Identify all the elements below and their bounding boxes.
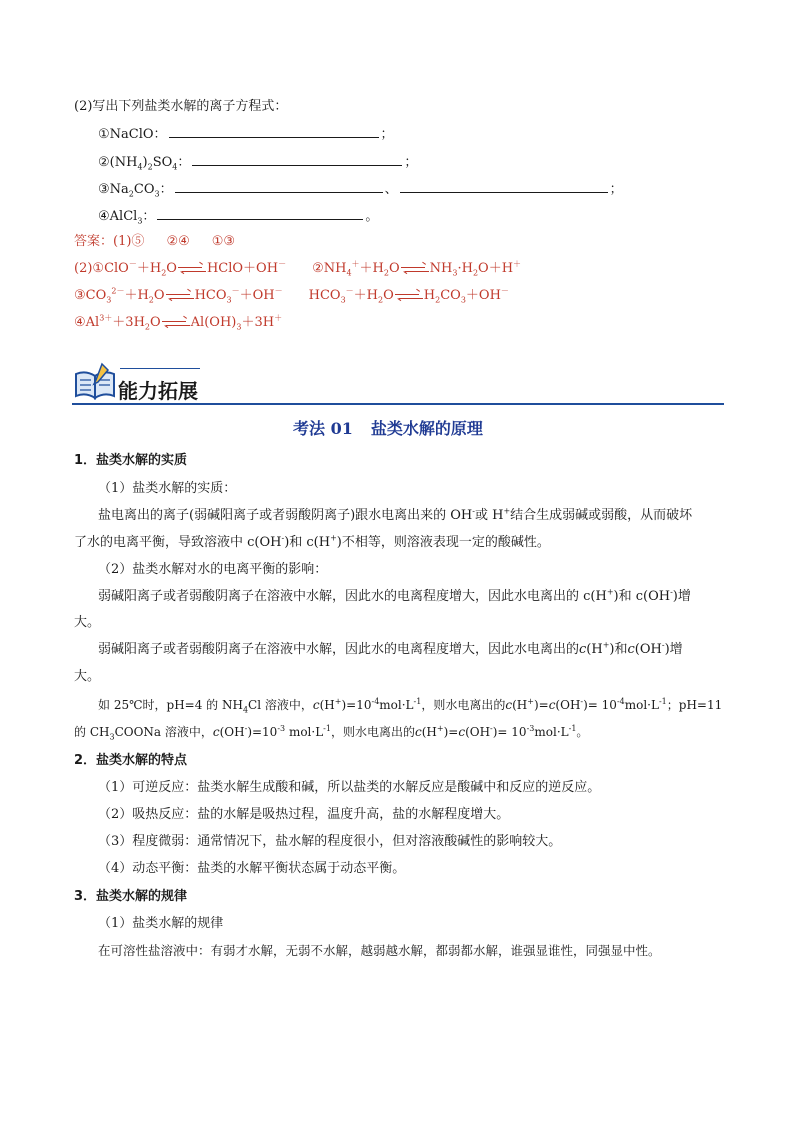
formula-part: ) [142, 155, 148, 170]
answer-part: O [388, 261, 400, 276]
subscript: 4 [346, 268, 352, 278]
para-3-1: （1）盐类水解的规律 [98, 916, 224, 931]
superscript: + [330, 533, 337, 543]
text: mol·L [285, 725, 324, 739]
question-item-3 [98, 180, 623, 199]
item-end: ； [380, 127, 394, 142]
answer-part: O [383, 288, 394, 303]
superscript: － [231, 286, 240, 296]
subscript: 2 [435, 295, 441, 305]
item-end: ； [609, 182, 623, 197]
text: )和 [609, 642, 628, 657]
para-2-4: （4）动态平衡：盐类的水解平衡状态属于动态平衡。 [98, 861, 406, 876]
text: 如 25℃时，pH=4 的 NH [98, 698, 243, 712]
subscript: 2 [378, 295, 384, 305]
para-1-6: 大。 [74, 615, 101, 630]
equilibrium-arrow-icon [166, 291, 194, 301]
answer-part: (2)①ClO [74, 261, 129, 276]
answer-part: HCO [308, 288, 341, 303]
equilibrium-arrow-icon [395, 291, 423, 301]
answer-part: Al(OH) [190, 315, 237, 330]
text: (H [319, 698, 335, 712]
section-title: 能力拓展 [118, 379, 198, 403]
formula-part: (NH [109, 155, 138, 170]
subscript: 2 [128, 189, 134, 199]
answer-part: HCO [194, 288, 227, 303]
answer-part: O＋H [478, 261, 514, 276]
answer-part: ＋OH [239, 288, 275, 303]
subscript: 3 [236, 322, 242, 332]
italic-c: c [212, 725, 220, 739]
superscript: ＋ [513, 259, 522, 269]
superscript: + [436, 724, 444, 733]
formula-part: ： [142, 209, 156, 224]
kaofa-label: 考法 01 [293, 419, 353, 438]
formula-part: CO [133, 182, 155, 197]
para-1-2 [98, 507, 692, 525]
subscript: 3 [460, 295, 466, 305]
answer-blank[interactable] [192, 153, 402, 166]
answer-part: ①③ [211, 234, 236, 249]
subscript: 2 [144, 322, 150, 332]
text: 弱碱阳离子或者弱酸阴离子在溶液中水解，因此水的电离程度增大，因此水电离出的 c(H [98, 589, 607, 604]
subscript: 3 [154, 189, 160, 199]
item-end: ； [404, 155, 418, 170]
para-1-7 [98, 641, 683, 659]
question-item-2 [98, 153, 417, 172]
text: )和 c(OH [613, 589, 671, 604]
heading-3: 3．盐类水解的规律 [74, 889, 188, 904]
superscript: － [500, 286, 509, 296]
text: mol·L [379, 698, 414, 712]
superscript: - [281, 533, 285, 543]
answer-line-1 [74, 233, 235, 251]
answer-part: ②NH [312, 261, 347, 276]
text: (H [586, 642, 603, 657]
text: (OH [634, 642, 662, 657]
text: 。 [576, 725, 589, 739]
formula-part: AlCl [109, 209, 138, 224]
item-formula: NaClO： [109, 127, 167, 142]
text: (OH [465, 725, 491, 739]
text: ；pH=11 [666, 698, 723, 712]
superscript: - [490, 724, 493, 733]
para-2-3: （3）程度微弱：通常情况下，盐水解的程度很小，但对溶液酸碱性的影响较大。 [98, 834, 562, 849]
superscript: ＋ [351, 259, 360, 269]
separator: 、 [384, 182, 398, 197]
answer-part: H [423, 288, 436, 303]
book-icon [72, 360, 120, 404]
italic-c: c [579, 642, 587, 657]
answer-part: (1)⑤ [113, 234, 145, 249]
text: (OH [219, 725, 245, 739]
subscript: 2 [148, 295, 154, 305]
answer-blank[interactable] [175, 180, 383, 193]
answer-line-2 [74, 260, 521, 278]
answer-part: CO [440, 288, 461, 303]
text: 弱碱阳离子或者弱酸阴离子在溶液中水解，因此水的电离程度增大，因此水电离出的 [98, 642, 580, 657]
text: 或 H [474, 508, 504, 523]
superscript: － [345, 286, 354, 296]
title-overline [120, 368, 200, 369]
text: )和 c(H [284, 535, 331, 550]
superscript: － [274, 286, 283, 296]
formula-part: Na [109, 182, 129, 197]
para-1-5 [98, 588, 691, 606]
text: 盐电离出的离子(弱碱阳离子或者弱酸阴离子)跟水电离出来的 OH [98, 508, 473, 523]
section-rule [72, 403, 724, 405]
text: (H [421, 725, 437, 739]
item-number: ④ [98, 209, 110, 224]
answer-blank[interactable] [169, 125, 379, 138]
answer-part: O [150, 315, 161, 330]
text: )= 10 [583, 698, 617, 712]
text: )增 [664, 642, 683, 657]
answer-part: O [166, 261, 177, 276]
para-1-4: （2）盐类水解对水的电离平衡的影响： [98, 562, 328, 577]
answer-part: ·H [457, 261, 473, 276]
answer-part: ＋H [136, 261, 162, 276]
superscript: -4 [371, 697, 380, 706]
subscript: 2 [161, 268, 167, 278]
subscript: 2 [472, 268, 479, 278]
heading-1: 1．盐类水解的实质 [74, 453, 188, 468]
item-number: ③ [98, 182, 110, 197]
subscript: 2 [383, 268, 389, 278]
kaofa-title: 盐类水解的原理 [370, 419, 483, 438]
answer-part: HClO＋OH [206, 261, 279, 276]
para-3-2: 在可溶性盐溶液中：有弱才水解，无弱不水解，越弱越水解，都弱都水解，谁强显谁性，同强显中性。 [98, 943, 661, 958]
formula-part: ： [159, 182, 173, 197]
text: mol·L [624, 698, 659, 712]
italic-c: c [312, 698, 320, 712]
superscript: 3＋ [99, 313, 113, 323]
superscript: -1 [413, 697, 422, 706]
superscript: + [503, 506, 511, 516]
answer-part: ④Al [74, 315, 100, 330]
superscript: -4 [616, 697, 625, 706]
superscript: - [661, 640, 665, 650]
answer-part: O [153, 288, 165, 303]
superscript: + [334, 697, 342, 706]
superscript: -1 [323, 724, 331, 733]
formula-part: SO [152, 155, 173, 170]
text: 的 CH [74, 725, 110, 739]
italic-c: c [458, 725, 466, 739]
kaofa-heading [293, 416, 483, 439]
answer-label: 答案： [74, 234, 114, 249]
superscript: + [606, 587, 614, 597]
answer-part: ＋3H [112, 315, 145, 330]
subscript: 3 [226, 295, 232, 305]
superscript: - [472, 506, 475, 516]
italic-c: c [548, 698, 556, 712]
italic-c: c [414, 725, 422, 739]
subscript: 3 [106, 295, 112, 305]
item-number: ① [98, 127, 110, 142]
answer-part: ＋H [353, 288, 378, 303]
superscript: - [670, 587, 673, 597]
text: )= [533, 698, 549, 712]
subscript: 4 [172, 162, 178, 172]
text: 结合生成弱碱或弱酸，从而破坏 [510, 508, 693, 523]
formula-part: ： [177, 155, 191, 170]
text: )=10 [247, 725, 278, 739]
superscript: + [602, 640, 610, 650]
text: 了水的电离平衡，导致溶液中 c(OH [74, 535, 282, 550]
equilibrium-arrow-icon [162, 318, 190, 328]
answer-part: ＋H [359, 261, 384, 276]
text: (H [512, 698, 528, 712]
para-2-1: （1）可逆反应：盐类水解生成酸和碱，所以盐类的水解反应是酸碱中和反应的逆反应。 [98, 780, 601, 795]
subscript: 3 [452, 268, 458, 278]
item-end: 。 [365, 209, 379, 224]
answer-line-4 [74, 314, 282, 332]
superscript: － [128, 259, 137, 269]
italic-c: c [627, 642, 635, 657]
superscript: + [527, 697, 534, 706]
text: Cl 溶液中， [248, 698, 313, 712]
text: (OH [555, 698, 581, 712]
text: )=10 [341, 698, 372, 712]
para-1-10 [74, 723, 588, 741]
subscript: 3 [109, 732, 115, 742]
superscript: － [278, 259, 287, 269]
answer-blank[interactable] [400, 180, 608, 193]
superscript: - [580, 697, 584, 706]
superscript: - [244, 724, 248, 733]
text: ，则水电离出的 [421, 698, 506, 712]
para-2-2: （2）吸热反应：盐的水解是吸热过程，温度升高，盐的水解程度增大。 [98, 807, 510, 822]
para-1-1: （1）盐类水解的实质： [98, 481, 237, 496]
para-1-3 [74, 534, 550, 552]
text: COONa 溶液中， [114, 725, 213, 739]
answer-part: ②④ [166, 234, 190, 249]
question-item-4 [98, 207, 378, 226]
item-number: ② [98, 155, 110, 170]
text: ，则水电离出的 [330, 725, 415, 739]
question-intro: (2)写出下列盐类水解的离子方程式： [74, 99, 288, 114]
answer-part: ＋OH [465, 288, 501, 303]
text: )不相等，则溶液表现一定的酸碱性。 [336, 535, 550, 550]
subscript: 3 [137, 216, 143, 226]
answer-part: NH [429, 261, 453, 276]
text: )= 10 [492, 725, 527, 739]
subscript: 3 [340, 295, 346, 305]
text: )增 [672, 589, 691, 604]
heading-2: 2．盐类水解的特点 [74, 753, 188, 768]
answer-part: ＋H [124, 288, 149, 303]
subscript: 2 [147, 162, 153, 172]
para-1-8: 大。 [74, 669, 101, 684]
text: mol·L [534, 725, 569, 739]
equilibrium-arrow-icon [178, 264, 206, 274]
superscript: ＋ [274, 313, 283, 323]
answer-blank[interactable] [157, 207, 363, 220]
answer-part: ＋3H [241, 315, 275, 330]
superscript: -1 [658, 697, 667, 706]
text: )= [443, 725, 459, 739]
equilibrium-arrow-icon [401, 264, 429, 274]
question-item-1 [98, 125, 394, 144]
answer-part: ③CO [74, 288, 107, 303]
para-1-9 [98, 696, 722, 714]
superscript: -3 [277, 724, 286, 733]
superscript: 2－ [111, 286, 125, 296]
superscript: -1 [568, 724, 577, 733]
answer-line-3 [74, 287, 509, 305]
subscript: 4 [137, 162, 143, 172]
subscript: 4 [242, 705, 249, 715]
italic-c: c [505, 698, 513, 712]
superscript: -3 [526, 724, 535, 733]
